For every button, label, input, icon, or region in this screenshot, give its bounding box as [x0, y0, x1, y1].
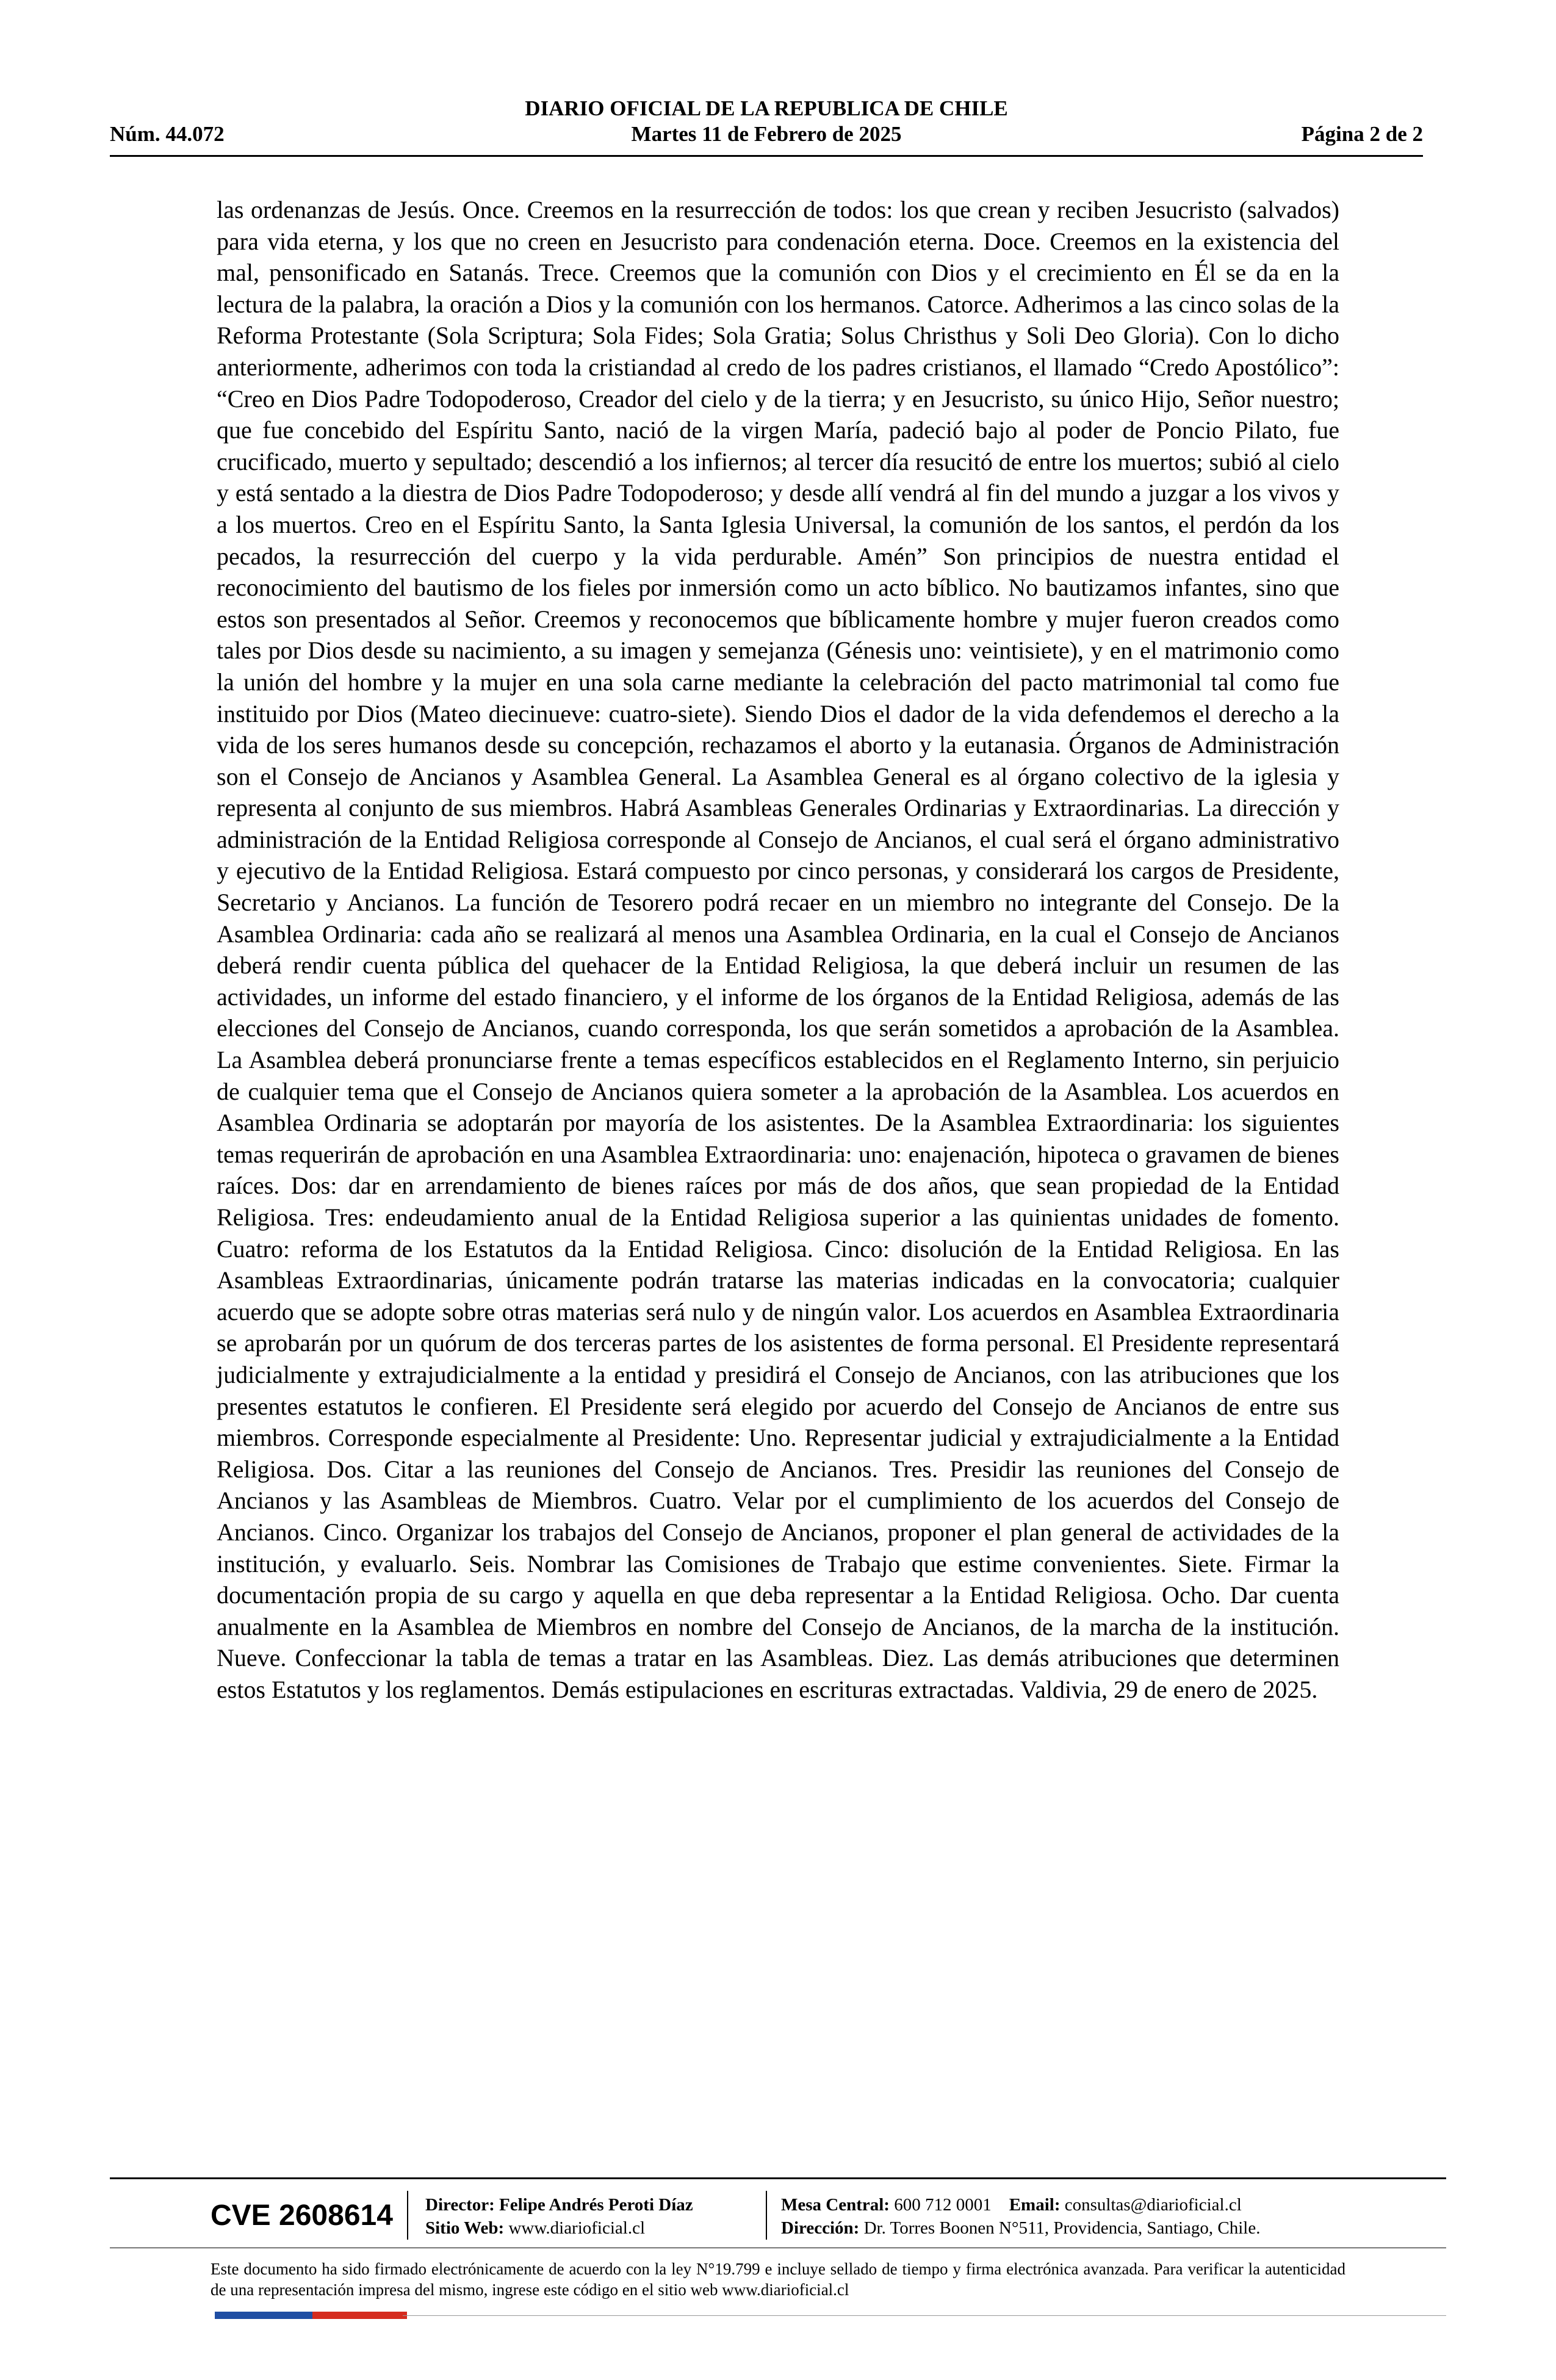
address-label: Dirección:	[781, 2218, 860, 2238]
phone-value: 600 712 0001	[894, 2195, 992, 2215]
document-body: las ordenanzas de Jesús. Once. Creemos en la resurrección de todos: los que crean y reciben Jesucristo (salvados) para vida eterna, y los que no creen en Jesucristo para condenación eterna. Doce. Creemos en la existencia del mal, pensonificado en Satanás. Trece. Creemos que la comunión con Dios y el crecimiento en Él se da en la lectura de la palabra, la oración a Dios y la comunión con los hermanos. Catorce. Adherimos a las cinco solas de la Reforma Protestante (Sola Scriptura; Sola Fides; Sola Gratia; Solus Christhus y Soli Deo Gloria). Con lo dicho anteriormente, adherimos con toda la cristiandad al credo de los padres cristianos, el llamado “Credo Apostólico”: “Creo en Dios Padre Todopoderoso, Creador del cielo y de la tierra; y en Jesucristo, su único Hijo, Señor nuestro; que fue concebido del Espíritu Santo, nació de la virgen María, padeció bajo al poder de Poncio Pilato, fue crucificado, muerto y sepultado; descendió a los infiernos; al tercer día resucitó de entre los muertos; subió al cielo y está sentado a la diestra de Dios Padre Todopoderoso; y desde allí vendrá al fin del mundo a juzgar a los vivos y a los muertos. Creo en el Espíritu Santo, la Santa Iglesia Universal, la comunión de los santos, el perdón da los pecados, la resurrección del cuerpo y la vida perdurable. Amén” Son principios de nuestra entidad el reconocimiento del bautismo de los fieles por inmersión como un acto bíblico. No bautizamos infantes, sino que estos son presentados al Señor. Creemos y reconocemos que bíblicamente hombre y mujer fueron creados como tales por Dios desde su nacimiento, a su imagen y semejanza (Génesis uno: veintisiete), y en el matrimonio como la unión del hombre y la mujer en una sola carne mediante la celebración del pacto matrimonial tal como fue instituido por Dios (Mateo diecinueve: cuatro-siete). Siendo Dios el dador de la vida defendemos el derecho a la vida de los seres humanos desde su concepción, rechazamos el aborto y la eutanasia. Órganos de Administración son el Consejo de Ancianos y Asamblea General. La Asamblea General es al órgano colectivo de la iglesia y representa al conjunto de sus miembros. Habrá Asambleas Generales Ordinarias y Extraordinarias. La dirección y administración de la Entidad Religiosa corresponde al Consejo de Ancianos, el cual será el órgano administrativo y ejecutivo de la Entidad Religiosa. Estará compuesto por cinco personas, y considerará los cargos de Presidente, Secretario y Ancianos. La función de Tesorero podrá recaer en un miembro no integrante del Consejo. De la Asamblea Ordinaria: cada año se realizará al menos una Asamblea Ordinaria, en la cual el Consejo de Ancianos deberá rendir cuenta pública del quehacer de la Entidad Religiosa, la que deberá incluir un resumen de las actividades, un informe del estado financiero, y el informe de los órganos de la Entidad Religiosa, además de las elecciones del Consejo de Ancianos, cuando corresponda, los que serán sometidos a aprobación de la Asamblea. La Asamblea deberá pronunciarse frente a temas específicos establecidos en el Reglamento Interno, sin perjuicio de cualquier tema que el Consejo de Ancianos quiera someter a la aprobación de la Asamblea. Los acuerdos en Asamblea Ordinaria se adoptarán por mayoría de los asistentes. De la Asamblea Extraordinaria: los siguientes temas requerirán de aprobación en una Asamblea Extraordinaria: uno: enajenación, hipoteca o gravamen de bienes raíces. Dos: dar en arrendamiento de bienes raíces por más de dos años, que sean propiedad de la Entidad Religiosa. Tres: endeudamiento anual de la Entidad Religiosa superior a las quinientas unidades de fomento. Cuatro: reforma de los Estatutos da la Entidad Religiosa. Cinco: disolución de la Entidad Religiosa. En las Asambleas Extraordinarias, únicamente podrán tratarse las materias indicadas en la convocatoria; cualquier acuerdo que se adopte sobre otras materias será nulo y de ningún valor. Los acuerdos en Asamblea Extraordinaria se aprobarán por un quórum de dos terceras partes de los asistentes de forma personal. El Presidente representará judicialmente y extrajudicialmente a la entidad y presidirá el Consejo de Ancianos, con las atribuciones que los presentes estatutos le confieren. El Presidente será elegido por acuerdo del Consejo de Ancianos de entre sus miembros. Corresponde especialmente al Presidente: Uno. Representar judicial y extrajudicialmente a la Entidad Religiosa. Dos. Citar a las reuniones del Consejo de Ancianos. Tres. Presidir las reuniones del Consejo de Ancianos y las Asambleas de Miembros. Cuatro. Velar por el cumplimiento de los acuerdos del Consejo de Ancianos. Cinco. Organizar los trabajos del Consejo de Ancianos, proponer el plan general de actividades de la institución, y evaluarlo. Seis. Nombrar las Comisiones de Trabajo que estime convenientes. Siete. Firmar la documentación propia de su cargo y aquella en que deba representar a la Entidad Religiosa. Ocho. Dar cuenta anualmente en la Asamblea de Miembros en nombre del Consejo de Ancianos, de la marcha de la institución. Nueve. Confeccionar la tabla de temas a tratar en las Asambleas. Diez. Las demás atribuciones que determinen estos Estatutos y los reglamentos. Demás estipulaciones en escrituras extractadas. Valdivia, 29 de enero de 2025.	[217, 196, 1339, 1703]
page-number: Página 2 de 2	[1301, 122, 1423, 146]
footer-separator	[407, 2191, 408, 2240]
publication-date: Martes 11 de Febrero de 2025	[631, 122, 902, 146]
email-link[interactable]: consultas@diarioficial.cl	[1064, 2195, 1242, 2215]
footer-separator	[766, 2191, 767, 2240]
cve-code: CVE 2608614	[211, 2199, 393, 2232]
page-footer	[110, 2177, 1446, 2318]
email-label: Email:	[1009, 2195, 1061, 2215]
director-label: Director:	[425, 2195, 495, 2215]
issue-number: Núm. 44.072	[110, 122, 225, 146]
phone-label: Mesa Central:	[781, 2195, 890, 2215]
footer-divider-top	[110, 2177, 1446, 2179]
publication-title: DIARIO OFICIAL DE LA REPUBLICA DE CHILE	[525, 96, 1008, 120]
address-value: Dr. Torres Boonen N°511, Providencia, Santiago, Chile.	[863, 2218, 1261, 2238]
footer-divider-bottom	[403, 2315, 1446, 2316]
legal-notice: Este documento ha sido firmado electrónicamente de acuerdo con la ley N°19.799 e incluye sellado de tiempo y firma electrónica avanzada. Para verificar la autenticidad de una representación impresa del mismo, ingrese este código en el sitio web www.diarioficial.cl	[211, 2260, 1345, 2299]
site-label: Sitio Web:	[425, 2218, 505, 2238]
page-header	[110, 92, 1423, 159]
flag-bar-blue	[215, 2312, 312, 2319]
footer-director-block	[425, 2193, 693, 2240]
flag-color-bar	[215, 2312, 407, 2319]
header-divider	[110, 155, 1423, 157]
flag-bar-red	[312, 2312, 407, 2319]
footer-contact-block	[781, 2193, 1260, 2240]
director-name: Felipe Andrés Peroti Díaz	[499, 2195, 693, 2215]
site-link[interactable]: www.diarioficial.cl	[508, 2218, 646, 2238]
